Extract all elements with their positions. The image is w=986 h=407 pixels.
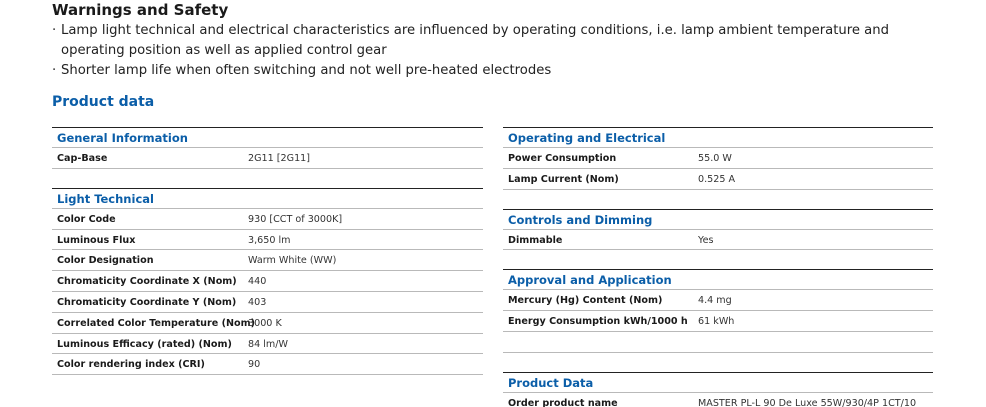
table-row [52, 250, 483, 271]
table-row [52, 148, 483, 169]
row-value: Yes [698, 234, 714, 246]
row-value: 3000 K [248, 317, 282, 329]
table-row [503, 230, 933, 251]
row-key: Order product name [508, 397, 618, 407]
table-row [52, 313, 483, 334]
table-row [503, 290, 933, 311]
row-value: 90 [248, 359, 261, 371]
section-title: Controls and Dimming [503, 209, 933, 230]
row-value: 0.525 A [698, 173, 736, 185]
table-row [52, 354, 483, 375]
row-key: Mercury (Hg) Content (Nom) [508, 295, 663, 307]
row-value: 2G11 [2G11] [248, 153, 311, 164]
row-value: 3,650 lm [248, 234, 291, 246]
row-key: Energy Consumption kWh/1000 h [508, 316, 688, 328]
row-value: Warm White (WW) [248, 255, 337, 267]
row-value: 55.0 W [698, 153, 732, 164]
table-row [52, 230, 483, 251]
product-data-title: Product data [52, 94, 155, 110]
table-row-empty [503, 332, 933, 353]
warning-bullet-2 [52, 61, 551, 81]
bullet-icon: · [52, 23, 57, 38]
row-value: 440 [248, 276, 267, 288]
row-value: 61 kWh [698, 316, 735, 328]
warning-text-1: Lamp light technical and electrical characteristics are influenced by operating conditions, i.e. lamp ambient temperature and [61, 23, 889, 38]
section-product-data [503, 372, 933, 407]
section-general-information [52, 127, 483, 169]
row-value: 4.4 mg [698, 295, 732, 307]
table-row [503, 311, 933, 332]
row-key: Lamp Current (Nom) [508, 173, 619, 185]
row-key: Luminous Flux [57, 234, 136, 246]
row-key: Color rendering index (CRI) [57, 359, 205, 371]
warning-bullet-1 [52, 21, 889, 41]
table-row [503, 393, 933, 407]
row-key: Correlated Color Temperature (Nom) [57, 317, 255, 329]
row-key: Dimmable [508, 234, 563, 246]
product-data-right-column [503, 127, 933, 407]
row-key: Cap-Base [57, 153, 108, 164]
table-row [503, 169, 933, 190]
section-approval-application [503, 269, 933, 352]
row-key: Color Designation [57, 255, 154, 267]
warning-text-2: Shorter lamp life when often switching and not well pre-heated electrodes [61, 63, 552, 78]
section-title: Product Data [503, 372, 933, 393]
section-title: Light Technical [52, 188, 483, 209]
table-row [52, 334, 483, 355]
section-title: General Information [52, 127, 483, 148]
row-value: 84 lm/W [248, 338, 288, 350]
warnings-title: Warnings and Safety [52, 1, 229, 19]
product-data-left-column [52, 127, 483, 375]
row-value: 403 [248, 296, 267, 308]
row-value: 930 [CCT of 3000K] [248, 213, 343, 225]
section-title: Approval and Application [503, 269, 933, 290]
section-title: Operating and Electrical [503, 127, 933, 148]
row-key: Color Code [57, 213, 116, 225]
row-value: MASTER PL-L 90 De Luxe 55W/930/4P 1CT/10 [698, 397, 917, 407]
table-row [52, 209, 483, 230]
table-row [503, 148, 933, 169]
row-key: Luminous Efficacy (rated) (Nom) [57, 338, 232, 350]
bullet-icon: · [52, 63, 57, 78]
row-key: Chromaticity Coordinate X (Nom) [57, 276, 237, 288]
row-key: Power Consumption [508, 153, 617, 164]
table-row [52, 292, 483, 313]
section-light-technical [52, 188, 483, 375]
row-key: Chromaticity Coordinate Y (Nom) [57, 296, 237, 308]
section-controls-dimming [503, 209, 933, 251]
warning-bullet-1-continuation: operating position as well as applied control gear [61, 43, 387, 58]
section-operating-electrical [503, 127, 933, 190]
table-row [52, 271, 483, 292]
